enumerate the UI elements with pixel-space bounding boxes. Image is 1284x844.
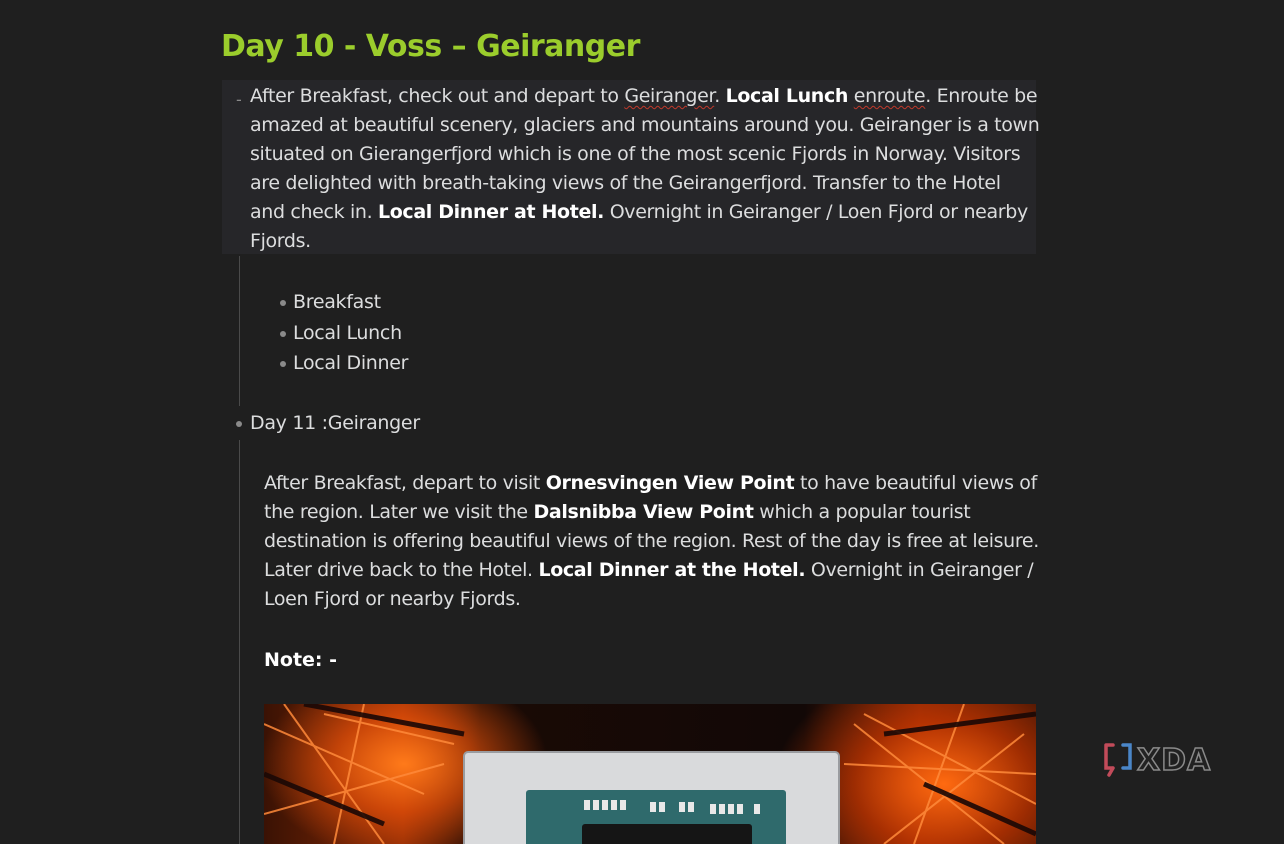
indent-guide (239, 256, 240, 406)
xda-watermark (1103, 742, 1211, 778)
list-item[interactable]: Breakfast (280, 287, 408, 318)
xda-logo-icon (1103, 742, 1133, 778)
bullet-icon (280, 300, 286, 306)
bullet-icon (280, 331, 286, 337)
list-item[interactable]: Local Dinner (280, 348, 408, 379)
indent-guide (239, 440, 240, 844)
day11-description[interactable]: After Breakfast, depart to visit Ornesvingen View Point to have beautiful views of the region. Later we visit the Dalsnibba View Point which a popular tourist destination is offering beautiful views of the region. Rest of the day is free at leisure. Later drive back to the Hotel. Local Dinner at the Hotel. Overnight in Geiranger / Loen Fjord or nearby Fjords. (264, 472, 1039, 610)
misspelled-word: Geiranger (624, 85, 715, 107)
day11-list-item[interactable] (236, 408, 420, 438)
processor-chip-graphic (264, 704, 1036, 844)
list-item[interactable]: Local Lunch (280, 318, 408, 349)
xda-wordmark: XDA (1137, 742, 1212, 778)
day11-title: Day 11 :Geiranger (250, 412, 420, 434)
day10-description[interactable]: After Breakfast, check out and depart to Geiranger. Local Lunch enroute. Enroute be amazed at beautiful scenery, glaciers and mountains around you. Geiranger is a town situated on Gierangerfjord which is one of the most scenic Fjords in Norway. Visitors are delighted with breath-taking views of the Geirangerfjord. Transfer to the Hotel and check in. Local Dinner at Hotel. Overnight in Geiranger / Loen Fjord or nearby Fjords. (250, 85, 1040, 252)
embedded-processor-image[interactable] (264, 704, 1036, 844)
bullet-icon (236, 421, 242, 427)
page-heading: Day 10 - Voss – Geiranger (221, 29, 640, 64)
list-dash-marker: - (236, 90, 242, 109)
bullet-icon (280, 361, 286, 367)
meals-list (280, 287, 408, 379)
misspelled-word: enroute (853, 85, 926, 107)
note-label: Note: - (264, 649, 338, 671)
